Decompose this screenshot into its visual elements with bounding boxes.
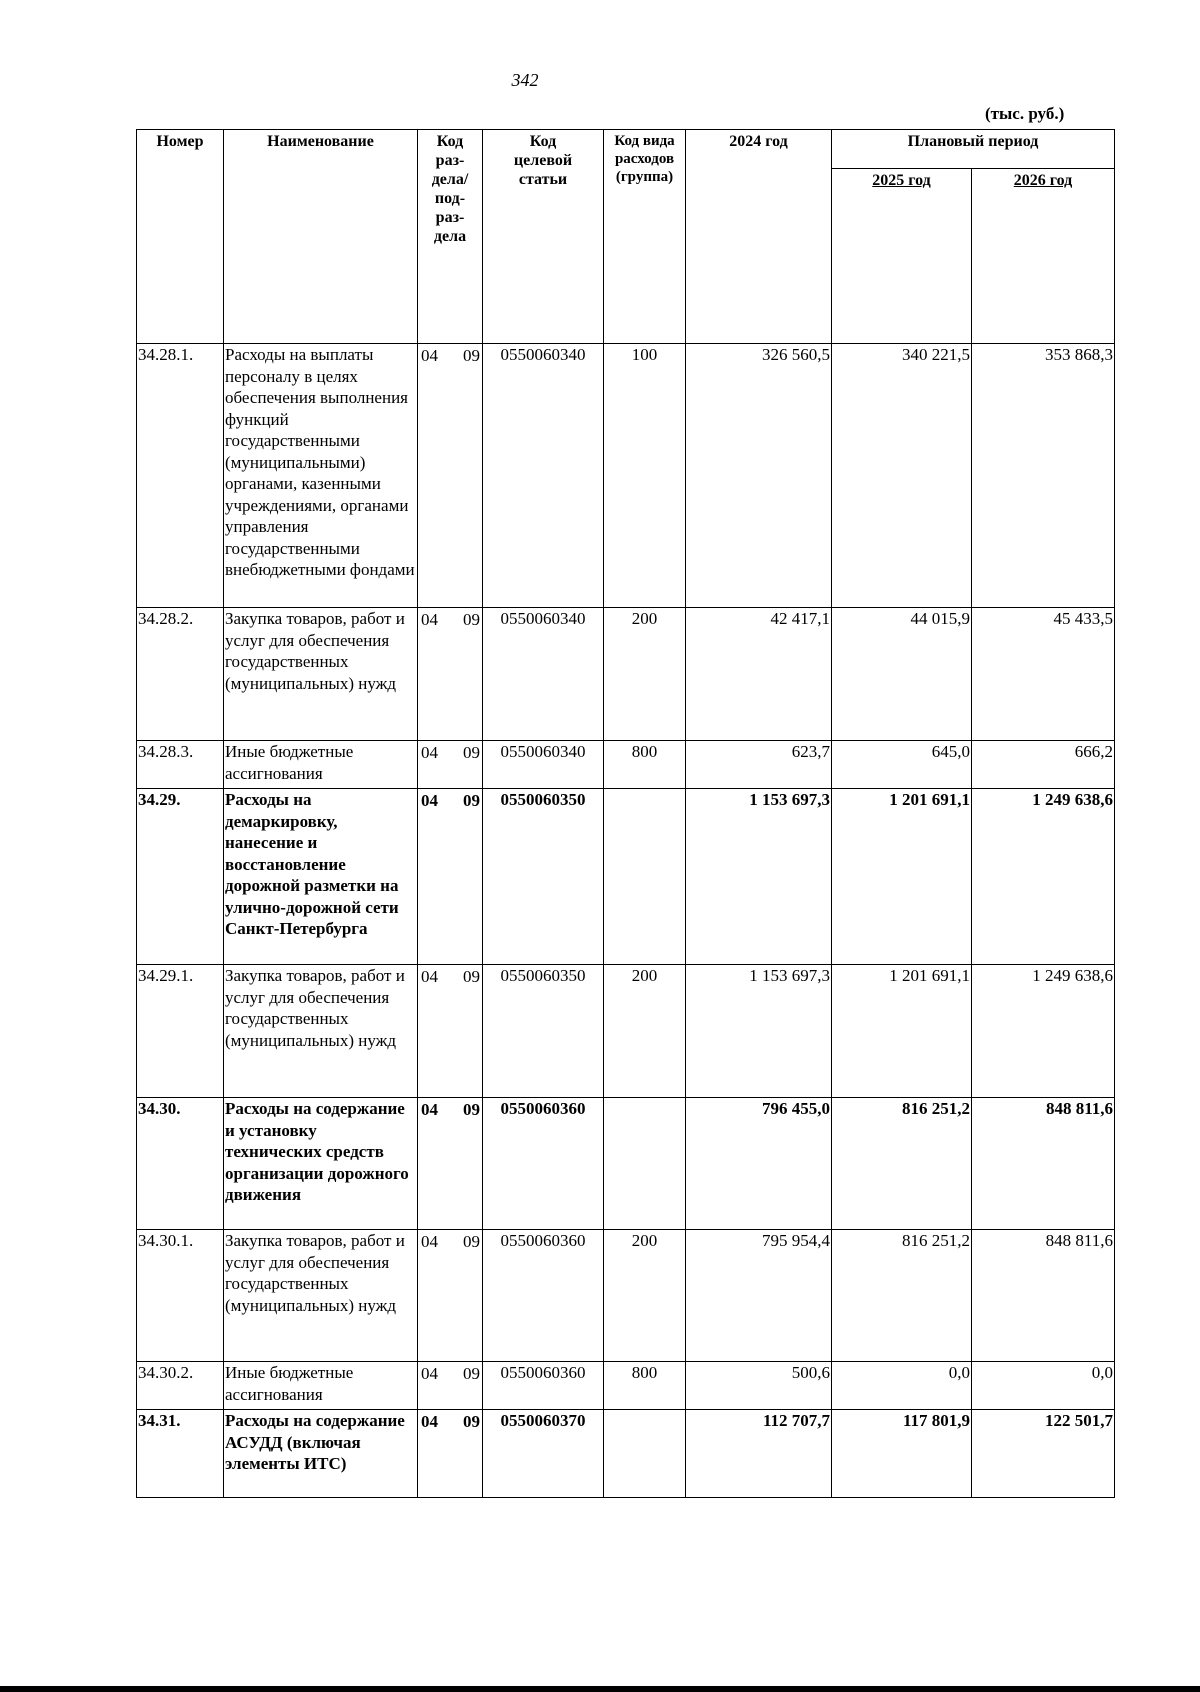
row-subsection: 09	[463, 967, 480, 986]
row-amount-2024: 42 417,1	[686, 608, 832, 741]
row-target-code: 0550060360	[483, 1230, 604, 1362]
header-target-line: целевой	[513, 152, 573, 169]
row-amount-2024: 623,7	[686, 741, 832, 789]
row-expense-code: 200	[604, 608, 686, 741]
row-section-code	[418, 608, 483, 741]
row-name: Расходы на демаркировку, нанесение и восстановление дорожной разметки на улично-дорожной сети Санкт-Петербурга	[224, 789, 418, 965]
table-row	[137, 1230, 1115, 1362]
row-amount-2026: 848 811,6	[972, 1230, 1115, 1362]
row-amount-2026: 1 249 638,6	[972, 965, 1115, 1098]
header-target-line: статьи	[518, 171, 568, 188]
header-year-2024: 2024 год	[686, 130, 832, 344]
row-number: 34.30.1.	[137, 1230, 224, 1362]
row-amount-2025: 816 251,2	[832, 1098, 972, 1230]
row-subsection: 09	[463, 791, 480, 810]
row-amount-2024: 500,6	[686, 1362, 832, 1410]
header-section-line: раз-	[435, 152, 465, 169]
row-amount-2025: 816 251,2	[832, 1230, 972, 1362]
row-target-code: 0550060360	[483, 1098, 604, 1230]
row-section-code	[418, 741, 483, 789]
row-amount-2025: 0,0	[832, 1362, 972, 1410]
row-amount-2024: 1 153 697,3	[686, 789, 832, 965]
row-section-code	[418, 789, 483, 965]
units-label: (тыс. руб.)	[985, 104, 1065, 123]
row-target-code: 0550060340	[483, 741, 604, 789]
row-number: 34.28.3.	[137, 741, 224, 789]
row-section: 04	[421, 1232, 438, 1251]
row-subsection: 09	[463, 1100, 480, 1119]
table-row	[137, 1362, 1115, 1410]
row-amount-2026: 848 811,6	[972, 1098, 1115, 1230]
row-number: 34.28.2.	[137, 608, 224, 741]
row-subsection: 09	[463, 1412, 480, 1431]
row-section-code	[418, 1098, 483, 1230]
header-section-line: Код	[436, 133, 464, 150]
row-expense-code	[604, 1098, 686, 1230]
table-header-row	[137, 130, 1115, 169]
header-year-2026-text: 2026 год	[1013, 172, 1073, 189]
row-number: 34.30.	[137, 1098, 224, 1230]
row-target-code: 0550060340	[483, 608, 604, 741]
header-name: Наименование	[224, 130, 418, 344]
row-target-code: 0550060350	[483, 789, 604, 965]
row-amount-2024: 796 455,0	[686, 1098, 832, 1230]
row-amount-2024: 795 954,4	[686, 1230, 832, 1362]
header-section	[418, 130, 483, 344]
row-target-code: 0550060360	[483, 1362, 604, 1410]
header-section-line: раз-	[435, 209, 465, 226]
row-amount-2026: 353 868,3	[972, 344, 1115, 608]
table-row	[137, 1410, 1115, 1498]
header-year-2025-text: 2025 год	[872, 172, 931, 189]
header-section-line: под-	[434, 190, 466, 207]
row-subsection: 09	[463, 1232, 480, 1251]
row-name: Расходы на содержание и установку технических средств организации дорожного движения	[224, 1098, 418, 1230]
row-name: Расходы на выплаты персоналу в целях обеспечения выполнения функций государственными (муниципальными) органами, казенными учреждениями, органами управления государственными внебюджетными фондами	[224, 344, 418, 608]
table-row	[137, 965, 1115, 1098]
row-section-code	[418, 1362, 483, 1410]
row-amount-2025: 117 801,9	[832, 1410, 972, 1498]
row-number: 34.30.2.	[137, 1362, 224, 1410]
header-number: Номер	[137, 130, 224, 344]
header-expense-line: Код вида	[614, 133, 675, 149]
row-target-code: 0550060340	[483, 344, 604, 608]
row-name: Закупка товаров, работ и услуг для обеспечения государственных (муниципальных) нужд	[224, 608, 418, 741]
header-target-line: Код	[529, 133, 557, 150]
row-amount-2026: 122 501,7	[972, 1410, 1115, 1498]
row-amount-2026: 1 249 638,6	[972, 789, 1115, 965]
row-amount-2025: 1 201 691,1	[832, 965, 972, 1098]
row-section: 04	[421, 1100, 438, 1119]
row-name: Закупка товаров, работ и услуг для обеспечения государственных (муниципальных) нужд	[224, 1230, 418, 1362]
header-expense	[604, 130, 686, 344]
row-expense-code	[604, 789, 686, 965]
row-expense-code	[604, 1410, 686, 1498]
row-amount-2024: 1 153 697,3	[686, 965, 832, 1098]
row-amount-2025: 340 221,5	[832, 344, 972, 608]
row-amount-2026: 45 433,5	[972, 608, 1115, 741]
row-section: 04	[421, 1364, 438, 1383]
row-number: 34.29.1.	[137, 965, 224, 1098]
header-section-line: дела	[433, 228, 467, 245]
header-expense-line: расходов	[614, 151, 675, 167]
row-section: 04	[421, 743, 438, 762]
row-amount-2024: 112 707,7	[686, 1410, 832, 1498]
row-expense-code: 100	[604, 344, 686, 608]
row-amount-2025: 645,0	[832, 741, 972, 789]
row-subsection: 09	[463, 610, 480, 629]
header-year-2026	[972, 169, 1115, 344]
row-number: 34.29.	[137, 789, 224, 965]
header-section-line: дела/	[431, 171, 469, 188]
row-number: 34.28.1.	[137, 344, 224, 608]
row-name: Расходы на содержание АСУДД (включая элементы ИТС)	[224, 1410, 418, 1498]
header-year-2025	[832, 169, 972, 344]
header-target	[483, 130, 604, 344]
row-amount-2026: 0,0	[972, 1362, 1115, 1410]
row-subsection: 09	[463, 743, 480, 762]
row-amount-2026: 666,2	[972, 741, 1115, 789]
table-row	[137, 789, 1115, 965]
budget-table	[136, 129, 1115, 1498]
page-number: 342	[511, 70, 539, 90]
row-section: 04	[421, 1412, 438, 1431]
row-name: Иные бюджетные ассигнования	[224, 741, 418, 789]
row-section-code	[418, 344, 483, 608]
row-section: 04	[421, 967, 438, 986]
row-expense-code: 200	[604, 1230, 686, 1362]
row-expense-code: 800	[604, 1362, 686, 1410]
header-planned-period: Плановый период	[832, 130, 1115, 169]
row-subsection: 09	[463, 346, 480, 365]
bottom-scan-border	[0, 1686, 1200, 1692]
row-section: 04	[421, 610, 438, 629]
row-target-code: 0550060370	[483, 1410, 604, 1498]
row-amount-2024: 326 560,5	[686, 344, 832, 608]
row-target-code: 0550060350	[483, 965, 604, 1098]
row-section: 04	[421, 791, 438, 810]
header-expense-line: (группа)	[615, 169, 674, 185]
row-amount-2025: 1 201 691,1	[832, 789, 972, 965]
table-row	[137, 741, 1115, 789]
row-section-code	[418, 1410, 483, 1498]
row-expense-code: 200	[604, 965, 686, 1098]
row-name: Иные бюджетные ассигнования	[224, 1362, 418, 1410]
row-subsection: 09	[463, 1364, 480, 1383]
row-amount-2025: 44 015,9	[832, 608, 972, 741]
row-number: 34.31.	[137, 1410, 224, 1498]
row-section: 04	[421, 346, 438, 365]
row-section-code	[418, 965, 483, 1098]
table-row	[137, 608, 1115, 741]
table-row	[137, 344, 1115, 608]
row-section-code	[418, 1230, 483, 1362]
row-name: Закупка товаров, работ и услуг для обеспечения государственных (муниципальных) нужд	[224, 965, 418, 1098]
row-expense-code: 800	[604, 741, 686, 789]
table-row	[137, 1098, 1115, 1230]
